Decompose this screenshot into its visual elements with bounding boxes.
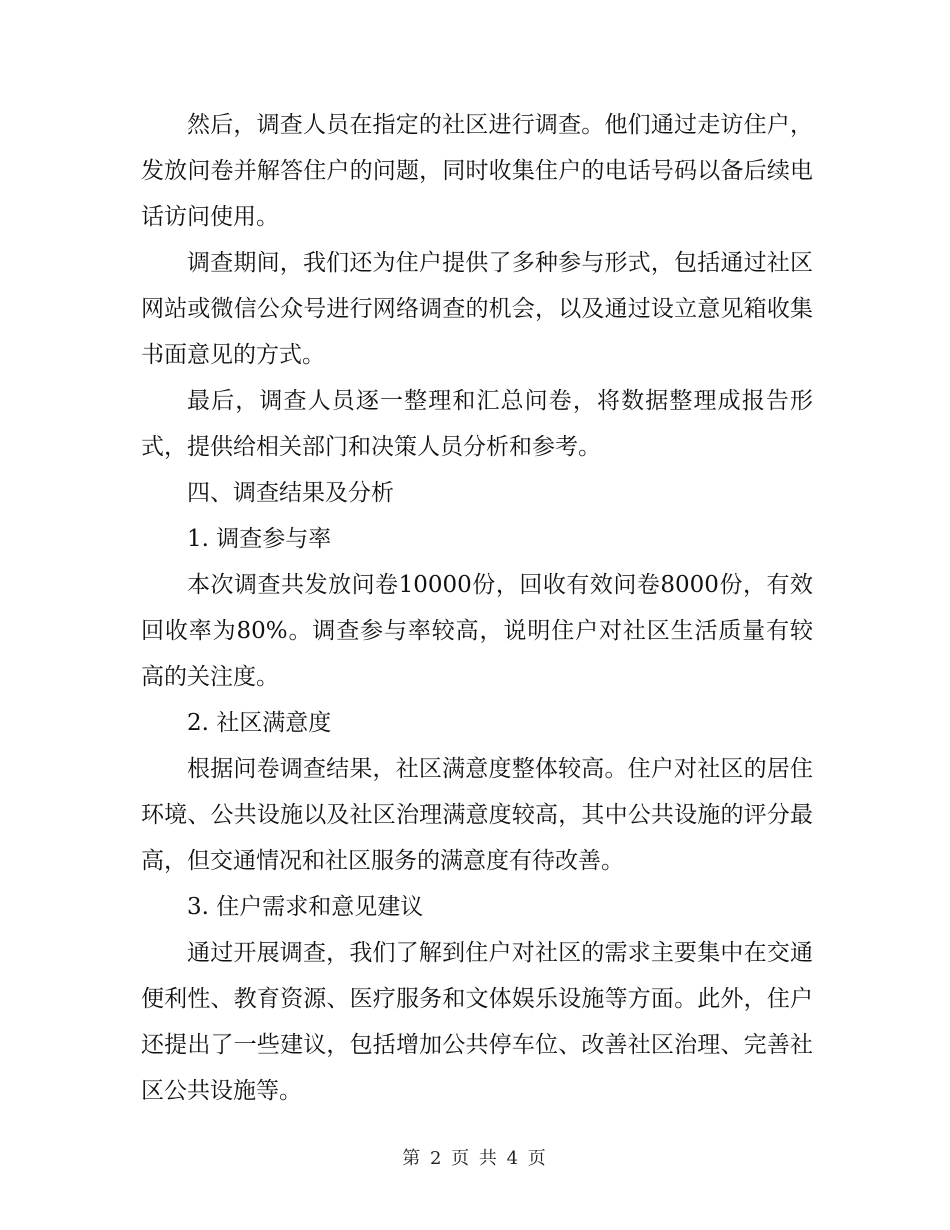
subheading-satisfaction: 2. 社区满意度 bbox=[187, 710, 332, 736]
page-footer bbox=[0, 1146, 950, 1172]
paragraph-survey-process: 然后，调查人员在指定的社区进行调查。他们通过走访住户，发放问卷并解答住户的问题，同时收集住户的电话号码以备后续电话访问使用。 bbox=[141, 112, 813, 230]
paragraph-participation-forms: 调查期间，我们还为住户提供了多种参与形式，包括通过社区网站或微信公众号进行网络调查的机会，以及通过设立意见箱收集书面意见的方式。 bbox=[141, 250, 813, 368]
paragraph-participation-rate: 本次调查共发放问卷10000份，回收有效问卷8000份，有效回收率为80%。调查参与率较高，说明住户对社区生活质量有较高的关注度。 bbox=[141, 572, 813, 690]
subheading-needs-suggestions: 3. 住户需求和意见建议 bbox=[187, 894, 424, 920]
document-body bbox=[141, 102, 813, 1114]
paragraph-needs-suggestions: 通过开展调查，我们了解到住户对社区的需求主要集中在交通便利性、教育资源、医疗服务和文体娱乐设施等方面。此外，住户还提出了一些建议，包括增加公共停车位、改善社区治理、完善社区公共设施等。 bbox=[141, 940, 813, 1104]
page-number: 第 2 页 共 4 页 bbox=[402, 1148, 548, 1169]
paragraph-data-summary: 最后，调查人员逐一整理和汇总问卷，将数据整理成报告形式，提供给相关部门和决策人员分析和参考。 bbox=[141, 388, 813, 460]
subheading-participation-rate: 1. 调查参与率 bbox=[187, 526, 332, 552]
section-heading-results: 四、调查结果及分析 bbox=[187, 480, 394, 506]
paragraph-satisfaction: 根据问卷调查结果，社区满意度整体较高。住户对社区的居住环境、公共设施以及社区治理满意度较高，其中公共设施的评分最高，但交通情况和社区服务的满意度有待改善。 bbox=[141, 756, 813, 874]
